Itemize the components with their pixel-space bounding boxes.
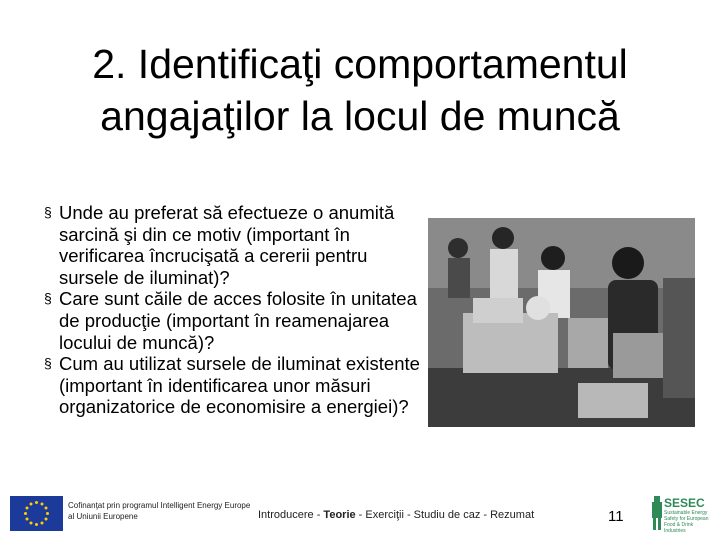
logo-wordmark: SESEC <box>664 496 705 510</box>
title-line-2: angajaţilor la locul de muncă <box>100 93 620 139</box>
nav-current-section: Teorie <box>323 509 356 521</box>
nav-before: Introducere - <box>258 509 324 521</box>
sesec-logo <box>650 493 712 537</box>
title-line-1: 2. Identificaţi comportamentul <box>92 41 628 87</box>
eu-flag-icon <box>10 496 63 531</box>
sesec-logo-icon <box>650 496 664 530</box>
cofinancing-note <box>68 500 250 522</box>
factory-workers-photo <box>428 218 695 427</box>
section-navigation <box>258 509 534 521</box>
cofinancing-line-1: Cofinanţat prin programul Intelligent Energy Europe <box>68 501 251 510</box>
bullet-item <box>44 353 426 418</box>
logo-tagline: Sustainable Energy Safety for European Food & Drink Industries <box>664 510 709 534</box>
slide-title <box>20 38 700 142</box>
page-number: 11 <box>608 508 624 525</box>
bullet-marker: § <box>44 204 52 220</box>
bullet-marker: § <box>44 290 52 307</box>
bullet-list <box>44 202 426 418</box>
nav-after: - Exerciţii - Studiu de caz - Rezumat <box>355 509 535 521</box>
bullet-text: Cum au utilizat sursele de iluminat existente (important în identificarea unor măsuri organizatorice de economisire a energiei)? <box>59 353 420 418</box>
bullet-text: Unde au preferat să efectueze o anumită sarcină şi din ce motiv (important în verificarea încrucişată a cererii pentru sursele de iluminat)? <box>59 202 395 288</box>
bullet-item <box>44 288 426 353</box>
bullet-item <box>44 202 426 288</box>
cofinancing-line-2: al Uniunii Europene <box>68 512 138 521</box>
bullet-marker: § <box>44 355 52 372</box>
bullet-text: Care sunt căile de acces folosite în unitatea de producţie (important în reamenajarea locului de muncă)? <box>59 288 417 353</box>
